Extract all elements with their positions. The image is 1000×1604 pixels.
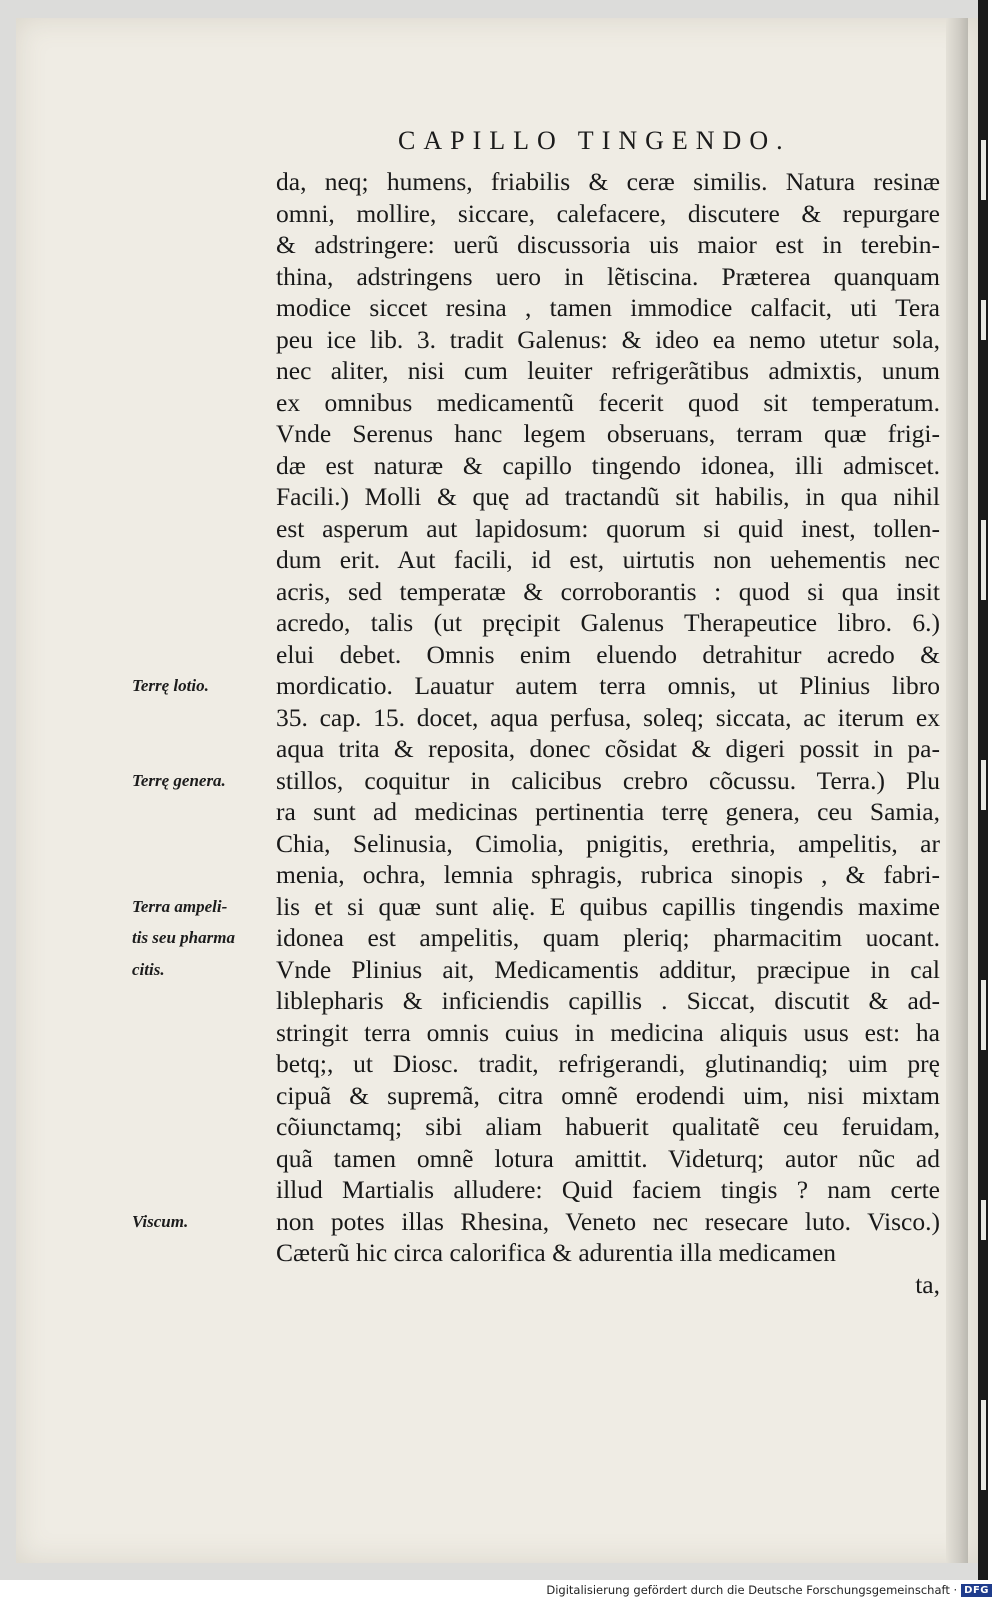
- running-head: CAPILLO TINGENDO.: [398, 126, 791, 155]
- footer-text: Digitalisierung gefördert durch die Deutsche Forschungsgemeinschaft ·: [546, 1583, 958, 1597]
- text-line: modice siccet resina , tamen immodice calfacit, uti Tera: [276, 293, 940, 322]
- margin-note: Terra ampeli-: [132, 896, 228, 916]
- text-line: lis et si quæ sunt alię. E quibus capillis tingendis maxime: [276, 891, 940, 921]
- digitization-footer: [546, 1583, 992, 1597]
- text-line: stringit terra omnis cuius in medicina aliquis usus est: ha: [276, 1017, 940, 1047]
- text-line: Vnde Serenus hanc legem obseruans, terram quæ frigi-: [276, 419, 940, 448]
- text-line: nec aliter, nisi cum leuiter refrigerãtibus admixtis, unum: [276, 356, 940, 385]
- text-line: non potes illas Rhesina, Veneto nec resecare luto. Visco.): [276, 1206, 940, 1236]
- text-line: elui debet. Omnis enim eluendo detrahitur acredo &: [276, 639, 940, 669]
- margin-note: citis.: [132, 959, 165, 979]
- text-line: dæ est naturæ & capillo tingendo idonea, illi admiscet.: [276, 450, 940, 480]
- text-line: 35. cap. 15. docet, aqua perfusa, soleq; siccata, ac iterum ex: [276, 702, 940, 732]
- text-line: ex omnibus medicamentũ fecerit quod sit temperatum.: [276, 387, 940, 417]
- text-line: dum erit. Aut facili, id est, uirtutis non uehementis nec: [276, 545, 940, 574]
- text-line: aqua trita & reposita, donec cõsidat & digeri possit in pa-: [276, 734, 940, 763]
- text-line: acris, sed temperatæ & corroborantis : quod si qua insit: [276, 576, 940, 606]
- margin-note: Viscum.: [132, 1211, 189, 1231]
- text-line: ra sunt ad medicinas pertinentia terrę genera, ceu Samia,: [276, 797, 940, 826]
- text-line: Vnde Plinius ait, Medicamentis additur, præcipue in cal: [276, 954, 940, 984]
- margin-note: Terrę lotio.: [132, 676, 209, 695]
- text-line: est asperum aut lapidosum: quorum si quid inest, tollen-: [276, 513, 940, 543]
- text-line: da, neq; humens, friabilis & ceræ similis. Natura resinæ: [276, 167, 940, 196]
- text-line: Chia, Selinusia, Cimolia, pnigitis, erethria, ampelitis, ar: [276, 828, 940, 858]
- body-text: [276, 166, 940, 1300]
- scan-edge-strip: [978, 0, 988, 1580]
- text-line: stillos, coquitur in calicibus crebro cõcussu. Terra.) Plu: [276, 765, 940, 795]
- text-line: ta,: [915, 1269, 940, 1299]
- text-line: betq;, ut Diosc. tradit, refrigerandi, glutinandiq; uim prę: [276, 1049, 940, 1078]
- text-line: cipuã & supremã, citra omnẽ erodendi uim, nisi mixtam: [276, 1080, 940, 1110]
- page-gutter: [946, 18, 968, 1563]
- text-line: quã tamen omnẽ lotura amittit. Videturq; autor nũc ad: [276, 1143, 940, 1173]
- text-line: liblepharis & inficiendis capillis . Siccat, discutit & ad-: [276, 986, 940, 1015]
- text-line: thina, adstringens uero in lẽtiscina. Præterea quanquam: [276, 261, 940, 291]
- text-line: cõiunctamq; sibi aliam habuerit qualitatẽ ceu feruidam,: [276, 1112, 940, 1141]
- text-line: Cæterũ hic circa calorifica & adurentia illa medicamen: [276, 1238, 837, 1267]
- text-line: mordicatio. Lauatur autem terra omnis, ut Plinius libro: [276, 671, 940, 700]
- text-line: peu ice lib. 3. tradit Galenus: & ideo ea nemo utetur sola,: [276, 324, 940, 354]
- text-line: & adstringere: uerũ discussoria uis maior est in terebin-: [276, 230, 940, 259]
- text-line: menia, ochra, lemnia sphragis, rubrica sinopis , & fabri-: [276, 860, 940, 889]
- text-line: omni, mollire, siccare, calefacere, discutere & repurgare: [276, 198, 940, 228]
- margin-note: Terrę genera.: [132, 770, 226, 790]
- text-line: acredo, talis (ut pręcipit Galenus Therapeutice libro. 6.): [276, 608, 940, 637]
- text-line: idonea est ampelitis, quam pleriq; pharmacitim uocant.: [276, 923, 940, 952]
- text-line: illud Martialis alludere: Quid faciem tingis ? nam certe: [276, 1175, 940, 1204]
- dfg-logo: DFG: [961, 1584, 992, 1597]
- text-line: Facili.) Molli & quę ad tractandũ sit habilis, in qua nihil: [276, 482, 940, 511]
- margin-note: tis seu pharma: [132, 928, 235, 947]
